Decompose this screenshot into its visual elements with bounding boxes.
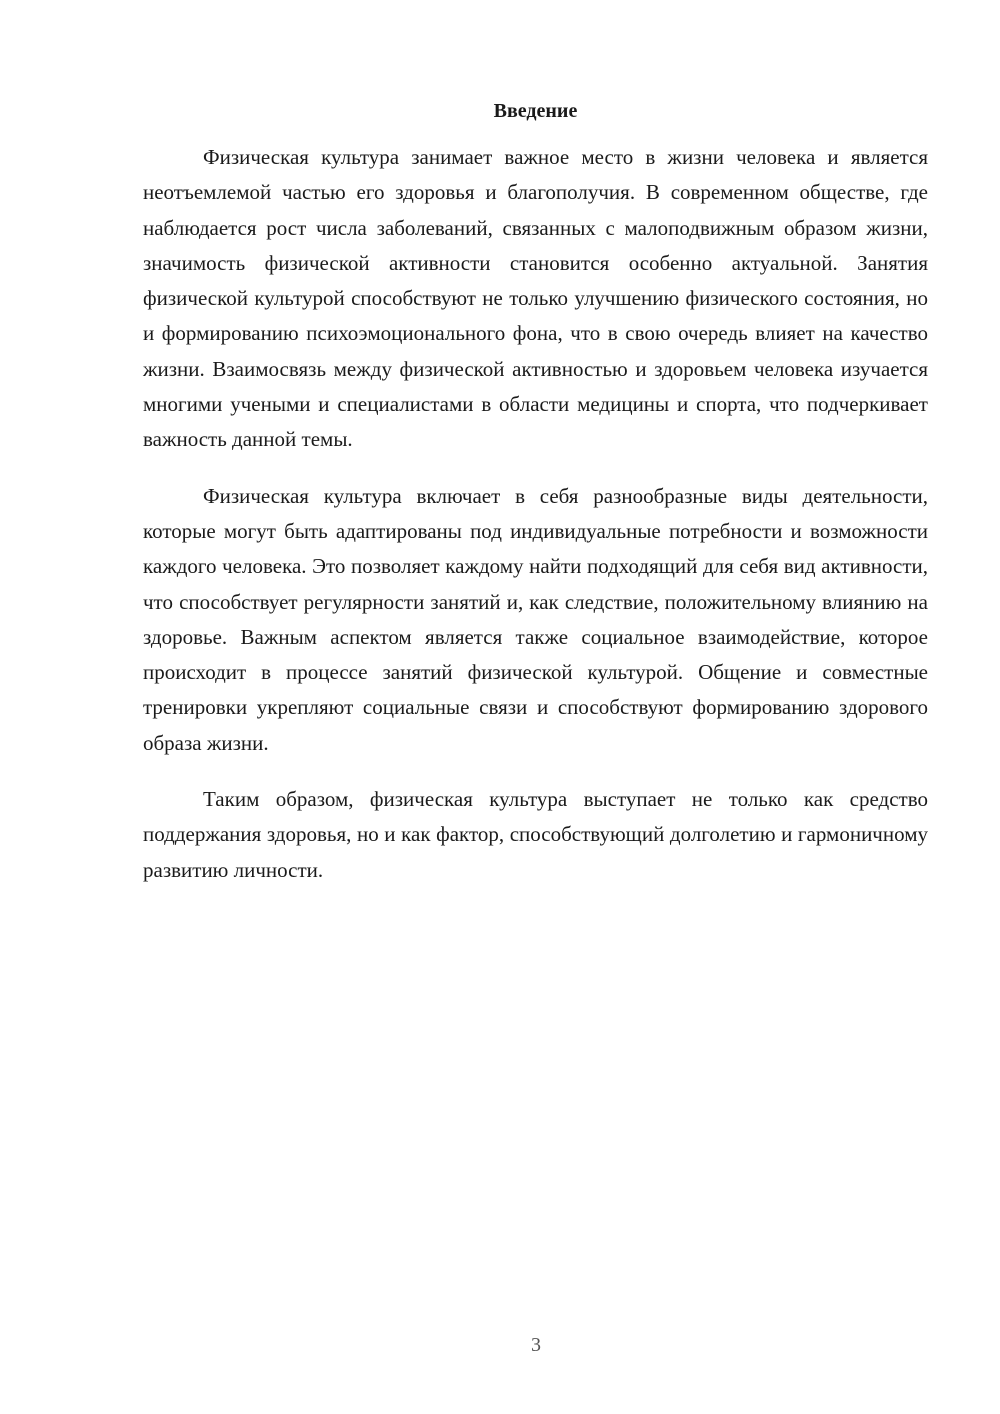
section-title: Введение bbox=[493, 100, 578, 122]
paragraph-3: Таким образом, физическая культура выступает не только как средство поддержания здоровья, но и как фактор, способствующий долголетию и гармоничному развитию личности. bbox=[143, 787, 928, 882]
paragraph-2: Физическая культура включает в себя разнообразные виды деятельности, которые могут быть адаптированы под индивидуальные потребности и возможности каждого человека. Это позволяет каждому найти подходящий для себя вид активности, что способствует регулярности занятий и, как следствие, положительному влиянию на здоровье. Важным аспектом является также социальное взаимодействие, которое происходит в процессе занятий физической культурой. Общение и совместные тренировки укрепляют социальные связи и способствуют формированию здорового образа жизни. bbox=[143, 483, 928, 755]
document-body bbox=[143, 96, 928, 909]
paragraph-1: Физическая культура занимает важное место в жизни человека и является неотъемлемой частью его здоровья и благополучия. В современном обществе, где наблюдается рост числа заболеваний, связанных с малоподвижным образом жизни, значимость физической активности становится особенно актуальной. Занятия физической культурой способствуют не только улучшению физического состояния, но и формированию психоэмоционального фона, что в свою очередь влияет на качество жизни. Взаимосвязь между физической активностью и здоровьем человека изучается многими учеными и специалистами в области медицины и спорта, что подчеркивает важность данной темы. bbox=[143, 145, 928, 452]
page-number: 3 bbox=[531, 1334, 541, 1356]
